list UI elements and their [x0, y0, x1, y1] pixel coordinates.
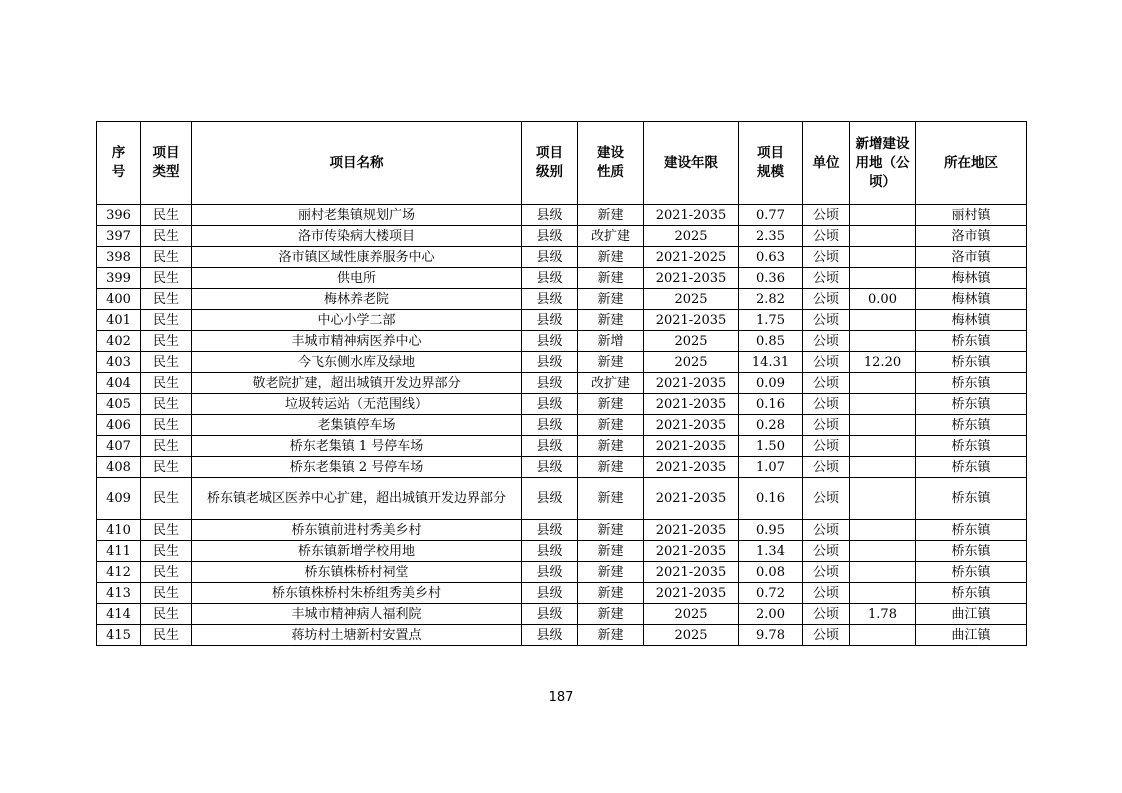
cell-new-land: 12.20 [850, 352, 916, 373]
cell-seq: 410 [97, 520, 141, 541]
cell-new-land [850, 331, 916, 352]
table-row [97, 226, 1027, 247]
table-row [97, 604, 1027, 625]
cell-new-land [850, 625, 916, 646]
cell-level: 县级 [522, 331, 578, 352]
table-row [97, 268, 1027, 289]
cell-type: 民生 [141, 289, 192, 310]
cell-nature: 新建 [578, 520, 644, 541]
cell-type: 民生 [141, 604, 192, 625]
cell-unit: 公顷 [803, 352, 850, 373]
cell-seq: 411 [97, 541, 141, 562]
cell-nature: 新建 [578, 541, 644, 562]
cell-type: 民生 [141, 562, 192, 583]
cell-type: 民生 [141, 352, 192, 373]
cell-region: 洛市镇 [916, 226, 1027, 247]
cell-name: 桥东镇新增学校用地 [192, 541, 522, 562]
cell-region: 丽村镇 [916, 205, 1027, 226]
cell-new-land [850, 310, 916, 331]
cell-region: 梅林镇 [916, 289, 1027, 310]
cell-type: 民生 [141, 331, 192, 352]
cell-scale: 9.78 [739, 625, 803, 646]
cell-period: 2021-2025 [644, 247, 739, 268]
header-nature: 建设性质 [578, 122, 644, 205]
cell-new-land [850, 457, 916, 478]
cell-nature: 新建 [578, 583, 644, 604]
cell-unit: 公顷 [803, 289, 850, 310]
cell-unit: 公顷 [803, 331, 850, 352]
cell-nature: 新建 [578, 205, 644, 226]
cell-name: 洛市镇区域性康养服务中心 [192, 247, 522, 268]
cell-scale: 1.50 [739, 436, 803, 457]
cell-unit: 公顷 [803, 478, 850, 520]
cell-type: 民生 [141, 478, 192, 520]
cell-nature: 新建 [578, 625, 644, 646]
table-row [97, 352, 1027, 373]
cell-type: 民生 [141, 205, 192, 226]
cell-region: 桥东镇 [916, 415, 1027, 436]
cell-unit: 公顷 [803, 562, 850, 583]
cell-nature: 新建 [578, 268, 644, 289]
cell-scale: 0.09 [739, 373, 803, 394]
cell-seq: 399 [97, 268, 141, 289]
cell-nature: 新建 [578, 604, 644, 625]
cell-region: 曲江镇 [916, 604, 1027, 625]
cell-new-land [850, 226, 916, 247]
cell-scale: 0.28 [739, 415, 803, 436]
cell-name: 敬老院扩建，超出城镇开发边界部分 [192, 373, 522, 394]
cell-name: 老集镇停车场 [192, 415, 522, 436]
cell-unit: 公顷 [803, 226, 850, 247]
cell-scale: 14.31 [739, 352, 803, 373]
cell-level: 县级 [522, 604, 578, 625]
cell-unit: 公顷 [803, 247, 850, 268]
cell-name: 桥东镇株桥村朱桥组秀美乡村 [192, 583, 522, 604]
cell-level: 县级 [522, 562, 578, 583]
cell-unit: 公顷 [803, 268, 850, 289]
cell-region: 桥东镇 [916, 583, 1027, 604]
cell-name: 垃圾转运站（无范围线） [192, 394, 522, 415]
cell-period: 2021-2035 [644, 415, 739, 436]
cell-level: 县级 [522, 436, 578, 457]
cell-nature: 新建 [578, 478, 644, 520]
cell-seq: 406 [97, 415, 141, 436]
cell-new-land: 0.00 [850, 289, 916, 310]
cell-period: 2021-2035 [644, 520, 739, 541]
cell-new-land [850, 541, 916, 562]
cell-type: 民生 [141, 415, 192, 436]
cell-name: 桥东老集镇 1 号停车场 [192, 436, 522, 457]
cell-region: 桥东镇 [916, 541, 1027, 562]
cell-region: 桥东镇 [916, 562, 1027, 583]
cell-unit: 公顷 [803, 625, 850, 646]
cell-type: 民生 [141, 457, 192, 478]
cell-seq: 400 [97, 289, 141, 310]
cell-period: 2021-2035 [644, 541, 739, 562]
table-row [97, 520, 1027, 541]
header-scale: 项目规模 [739, 122, 803, 205]
cell-seq: 398 [97, 247, 141, 268]
cell-new-land [850, 583, 916, 604]
cell-type: 民生 [141, 520, 192, 541]
cell-unit: 公顷 [803, 415, 850, 436]
cell-period: 2025 [644, 331, 739, 352]
cell-name: 桥东老集镇 2 号停车场 [192, 457, 522, 478]
cell-level: 县级 [522, 625, 578, 646]
cell-unit: 公顷 [803, 520, 850, 541]
cell-period: 2021-2035 [644, 205, 739, 226]
cell-level: 县级 [522, 583, 578, 604]
cell-new-land [850, 268, 916, 289]
cell-region: 桥东镇 [916, 331, 1027, 352]
cell-scale: 1.34 [739, 541, 803, 562]
cell-region: 桥东镇 [916, 436, 1027, 457]
cell-level: 县级 [522, 373, 578, 394]
cell-scale: 2.35 [739, 226, 803, 247]
cell-type: 民生 [141, 226, 192, 247]
cell-period: 2021-2035 [644, 562, 739, 583]
cell-level: 县级 [522, 268, 578, 289]
cell-nature: 新建 [578, 352, 644, 373]
cell-seq: 405 [97, 394, 141, 415]
cell-new-land [850, 436, 916, 457]
cell-seq: 403 [97, 352, 141, 373]
cell-seq: 407 [97, 436, 141, 457]
cell-unit: 公顷 [803, 373, 850, 394]
cell-seq: 401 [97, 310, 141, 331]
table-row [97, 415, 1027, 436]
cell-period: 2021-2035 [644, 457, 739, 478]
cell-nature: 新建 [578, 415, 644, 436]
cell-level: 县级 [522, 352, 578, 373]
cell-name: 桥东镇老城区医养中心扩建，超出城镇开发边界部分 [192, 478, 522, 520]
cell-new-land [850, 562, 916, 583]
table-row [97, 436, 1027, 457]
cell-name: 桥东镇株桥村祠堂 [192, 562, 522, 583]
table-row [97, 583, 1027, 604]
cell-level: 县级 [522, 205, 578, 226]
cell-period: 2021-2035 [644, 268, 739, 289]
table-row [97, 478, 1027, 520]
cell-region: 桥东镇 [916, 373, 1027, 394]
cell-scale: 0.77 [739, 205, 803, 226]
cell-type: 民生 [141, 247, 192, 268]
cell-nature: 新建 [578, 436, 644, 457]
table-body [97, 205, 1027, 646]
cell-region: 洛市镇 [916, 247, 1027, 268]
table-row [97, 625, 1027, 646]
table-row [97, 457, 1027, 478]
cell-type: 民生 [141, 310, 192, 331]
cell-level: 县级 [522, 457, 578, 478]
cell-period: 2021-2035 [644, 436, 739, 457]
cell-name: 丰城市精神病人福利院 [192, 604, 522, 625]
cell-nature: 新建 [578, 562, 644, 583]
cell-name: 桥东镇前进村秀美乡村 [192, 520, 522, 541]
cell-seq: 396 [97, 205, 141, 226]
cell-seq: 413 [97, 583, 141, 604]
cell-name: 梅林养老院 [192, 289, 522, 310]
cell-seq: 409 [97, 478, 141, 520]
cell-new-land [850, 247, 916, 268]
cell-name: 中心小学二部 [192, 310, 522, 331]
cell-nature: 新增 [578, 331, 644, 352]
cell-type: 民生 [141, 541, 192, 562]
cell-period: 2025 [644, 226, 739, 247]
cell-level: 县级 [522, 520, 578, 541]
cell-scale: 0.85 [739, 331, 803, 352]
cell-new-land [850, 478, 916, 520]
table-row [97, 373, 1027, 394]
cell-nature: 新建 [578, 310, 644, 331]
cell-level: 县级 [522, 289, 578, 310]
cell-nature: 新建 [578, 394, 644, 415]
project-table [96, 121, 1027, 646]
cell-period: 2021-2035 [644, 373, 739, 394]
cell-type: 民生 [141, 436, 192, 457]
cell-type: 民生 [141, 625, 192, 646]
cell-period: 2021-2035 [644, 394, 739, 415]
cell-scale: 0.95 [739, 520, 803, 541]
cell-seq: 397 [97, 226, 141, 247]
cell-name: 丰城市精神病医养中心 [192, 331, 522, 352]
cell-unit: 公顷 [803, 436, 850, 457]
cell-region: 桥东镇 [916, 394, 1027, 415]
cell-period: 2025 [644, 625, 739, 646]
cell-unit: 公顷 [803, 541, 850, 562]
cell-region: 梅林镇 [916, 310, 1027, 331]
cell-scale: 1.07 [739, 457, 803, 478]
cell-type: 民生 [141, 394, 192, 415]
page-number: 187 [548, 690, 574, 705]
cell-region: 桥东镇 [916, 352, 1027, 373]
cell-new-land [850, 415, 916, 436]
cell-level: 县级 [522, 415, 578, 436]
cell-unit: 公顷 [803, 205, 850, 226]
cell-unit: 公顷 [803, 583, 850, 604]
cell-name: 今飞东侧水库及绿地 [192, 352, 522, 373]
header-type: 项目类型 [141, 122, 192, 205]
header-period: 建设年限 [644, 122, 739, 205]
header-new-land: 新增建设用地（公顷） [850, 122, 916, 205]
cell-seq: 404 [97, 373, 141, 394]
cell-seq: 414 [97, 604, 141, 625]
cell-unit: 公顷 [803, 310, 850, 331]
cell-type: 民生 [141, 268, 192, 289]
cell-period: 2025 [644, 289, 739, 310]
cell-new-land: 1.78 [850, 604, 916, 625]
cell-period: 2021-2035 [644, 583, 739, 604]
header-name: 项目名称 [192, 122, 522, 205]
table-row [97, 247, 1027, 268]
cell-new-land [850, 520, 916, 541]
cell-scale: 0.63 [739, 247, 803, 268]
table-row [97, 205, 1027, 226]
cell-region: 桥东镇 [916, 520, 1027, 541]
cell-level: 县级 [522, 394, 578, 415]
cell-period: 2021-2035 [644, 310, 739, 331]
cell-name: 洛市传染病大楼项目 [192, 226, 522, 247]
cell-period: 2021-2035 [644, 478, 739, 520]
cell-level: 县级 [522, 226, 578, 247]
cell-seq: 412 [97, 562, 141, 583]
table-header-row [97, 122, 1027, 205]
header-level: 项目级别 [522, 122, 578, 205]
cell-period: 2025 [644, 352, 739, 373]
cell-level: 县级 [522, 310, 578, 331]
cell-unit: 公顷 [803, 604, 850, 625]
table-row [97, 562, 1027, 583]
cell-nature: 新建 [578, 289, 644, 310]
cell-name: 丽村老集镇规划广场 [192, 205, 522, 226]
cell-scale: 0.16 [739, 478, 803, 520]
cell-level: 县级 [522, 247, 578, 268]
table-row [97, 289, 1027, 310]
cell-region: 曲江镇 [916, 625, 1027, 646]
header-seq: 序号 [97, 122, 141, 205]
table-row [97, 541, 1027, 562]
table-row [97, 310, 1027, 331]
header-unit: 单位 [803, 122, 850, 205]
cell-period: 2025 [644, 604, 739, 625]
cell-level: 县级 [522, 478, 578, 520]
cell-region: 桥东镇 [916, 478, 1027, 520]
cell-new-land [850, 373, 916, 394]
cell-seq: 408 [97, 457, 141, 478]
cell-scale: 0.16 [739, 394, 803, 415]
cell-scale: 2.82 [739, 289, 803, 310]
cell-name: 蒋坊村土塘新村安置点 [192, 625, 522, 646]
cell-seq: 415 [97, 625, 141, 646]
cell-scale: 0.08 [739, 562, 803, 583]
cell-level: 县级 [522, 541, 578, 562]
cell-type: 民生 [141, 583, 192, 604]
header-region: 所在地区 [916, 122, 1027, 205]
cell-new-land [850, 394, 916, 415]
cell-scale: 0.72 [739, 583, 803, 604]
cell-seq: 402 [97, 331, 141, 352]
cell-new-land [850, 205, 916, 226]
cell-type: 民生 [141, 373, 192, 394]
cell-nature: 改扩建 [578, 226, 644, 247]
table-row [97, 331, 1027, 352]
cell-scale: 1.75 [739, 310, 803, 331]
table-row [97, 394, 1027, 415]
cell-scale: 2.00 [739, 604, 803, 625]
cell-region: 桥东镇 [916, 457, 1027, 478]
cell-nature: 改扩建 [578, 373, 644, 394]
cell-scale: 0.36 [739, 268, 803, 289]
cell-nature: 新建 [578, 457, 644, 478]
cell-unit: 公顷 [803, 394, 850, 415]
cell-region: 梅林镇 [916, 268, 1027, 289]
cell-name: 供电所 [192, 268, 522, 289]
cell-unit: 公顷 [803, 457, 850, 478]
cell-nature: 新建 [578, 247, 644, 268]
